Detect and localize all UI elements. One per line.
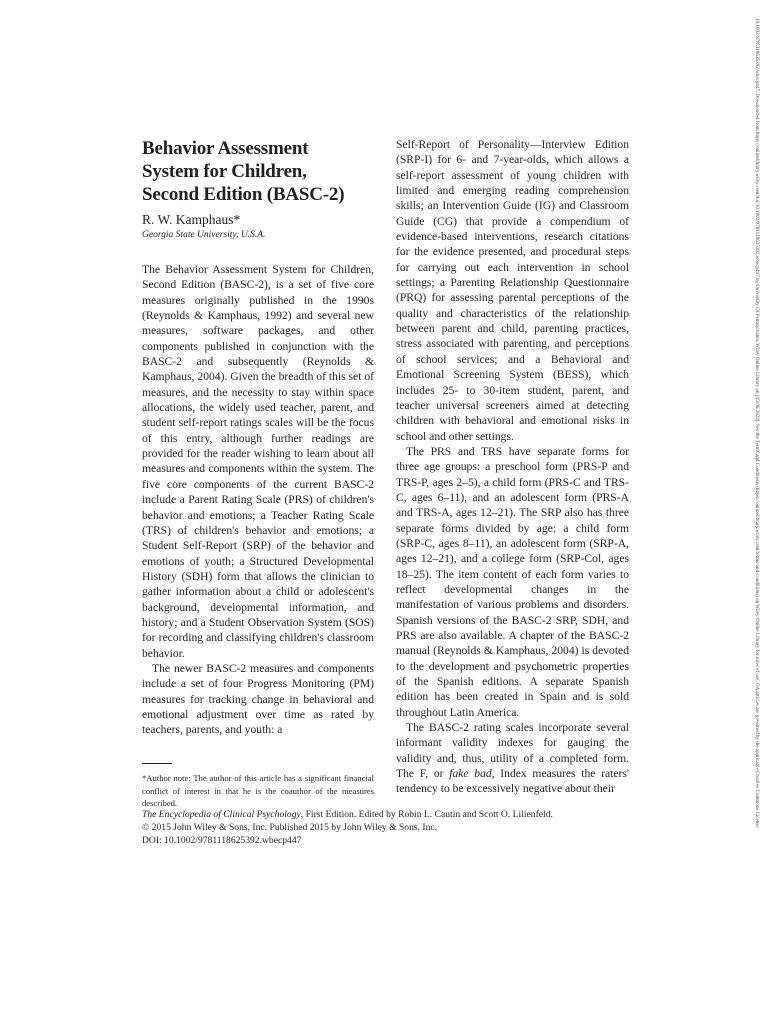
- paragraph: [396, 720, 629, 797]
- right-body-text: [396, 137, 629, 797]
- left-body-text: [142, 262, 374, 738]
- book-title: The Encyclopedia of Clinical Psychology: [142, 809, 301, 820]
- edition-editors: , First Edition. Edited by Robin L. Cautin and Scott O. Lilienfeld.: [300, 809, 553, 820]
- paragraph: The newer BASC-2 measures and components include a set of four Progress Monitoring (PM) measures for tracking change in behavioral and emotional adjustment over time as rated by teachers, parents, and youth: a: [142, 661, 374, 737]
- author-affiliation: Georgia State University, U.S.A.: [142, 230, 266, 240]
- paragraph-text: The BASC-2 rating scales incorporate several informant validity indexes for gauging the validity and, thus, utility of a completed form. The F, or: [396, 721, 629, 781]
- download-sidebar: [748, 18, 762, 1006]
- source-citation: [142, 808, 632, 847]
- author-footnote: *Author note: The author of this article has a significant financial conflict of interest in that he is the coauthor of the measures described.: [142, 773, 374, 808]
- source-line-1: [142, 808, 632, 821]
- paragraph: The PRS and TRS have separate forms for three age groups: a preschool form (PRS-P and TRS-P, ages 2–5), a child form (PRS-C and TRS-C, ages 6–11), and an adolescent form (PRS-A and TRS-A, ages 12–21). The SRP also has three separate forms divided by age: a child form (SRP-C, ages 8–11), an adolescent form (SRP-A, ages 12–21), and a college form (SRP-Col, ages 18–25). The item content of each form varies to reflect developmental changes in the manifestation of various problems and disorders. Spanish versions of the BASC-2 SRP, SDH, and PRS are also available. A chapter of the BASC-2 manual (Reynolds & Kamphaus, 2004) is devoted to the development and psychometric properties of the Spanish editions. A separate Spanish edition has been created in Spain and is sold throughout Latin America.: [396, 444, 629, 719]
- doi-line: DOI: 10.1002/9781118625392.wbecp447: [142, 835, 302, 846]
- article-title: [142, 137, 374, 206]
- title-line-3: Second Edition (BASC-2): [142, 184, 345, 205]
- paragraph: Self-Report of Personality—Interview Edition (SRP-I) for 6- and 7-year-olds, which allows a self-report assessment of young children with limited and emerging reading comprehension skills; an Intervention Guide (IG) and Classroom Guide (CG) that provide a compendium of evidence-based interventions, research citations for the evidence presented, and procedural steps for carrying out each intervention in school settings; a Parenting Relationship Questionnaire (PRQ) for assessing parental perceptions of the quality and characteristics of the relationship between parent and child, parenting practices, stress associated with parenting, and perceptions of school services; and a Behavioral and Emotional Screening System (BESS), which includes 25- to 30-item student, parent, and teacher universal screeners aimed at detecting children with behavioral and emotional risks in school and other settings.: [396, 138, 629, 443]
- copyright-line: © 2015 John Wiley & Sons, Inc. Published 2015 by John Wiley & Sons, Inc.: [142, 822, 438, 833]
- paragraph-text: , Index measures the raters' tendency to be excessively negative about their: [396, 767, 629, 796]
- paragraph: The Behavior Assessment System for Children, Second Edition (BASC-2), is a set of five core measures originally published in the 1990s (Reynolds & Kamphaus, 1992) and several new measures, software packages, and other components published in conjunction with the BASC-2 and subsequently (Reynolds & Kamphaus, 2004). Given the breadth of this set of measures, and the necessity to stay within space allocations, the widely used teacher, parent, and student self-report ratings scales will be the focus of this entry, although further readings are provided for the reader wishing to learn about all measures and components within the system. The five core components of the current BASC-2 include a Parent Rating Scale (PRS) of children's behavior and emotions; a Teacher Rating Scale (TRS) of children's behavior and emotions; a Student Self-Report (SRP) of the behavior and emotions of youth; a Structured Developmental History (SDH) form that allows the clinician to gather information about a child or adolescent's background, developmental information, and history; and a Student Observation System (SOS) for recording and classifying children's classroom behavior.: [142, 263, 374, 660]
- italic-term: fake bad: [449, 767, 492, 781]
- title-line-2: System for Children,: [142, 161, 307, 182]
- title-line-1: Behavior Assessment: [142, 138, 309, 159]
- footnote-divider: [142, 763, 172, 764]
- download-notice: 10.1002/9781118625392.wbecp447, Downloaded from https://onlinelibrary.wiley.com/doi/10.1002/9781118625392.wbecp447 by University Of Pennsylvania, Wiley Online Library on [05/06/2023]. See the Terms and Conditions (https://onlinelibrary.wiley.com/terms-and-conditions) on Wiley Online Library for rules of use; OA articles are governed by the applicable Creative Commons License: [754, 18, 760, 828]
- author-name: R. W. Kamphaus*: [142, 212, 241, 227]
- right-column: [396, 137, 629, 797]
- left-column: [142, 137, 374, 738]
